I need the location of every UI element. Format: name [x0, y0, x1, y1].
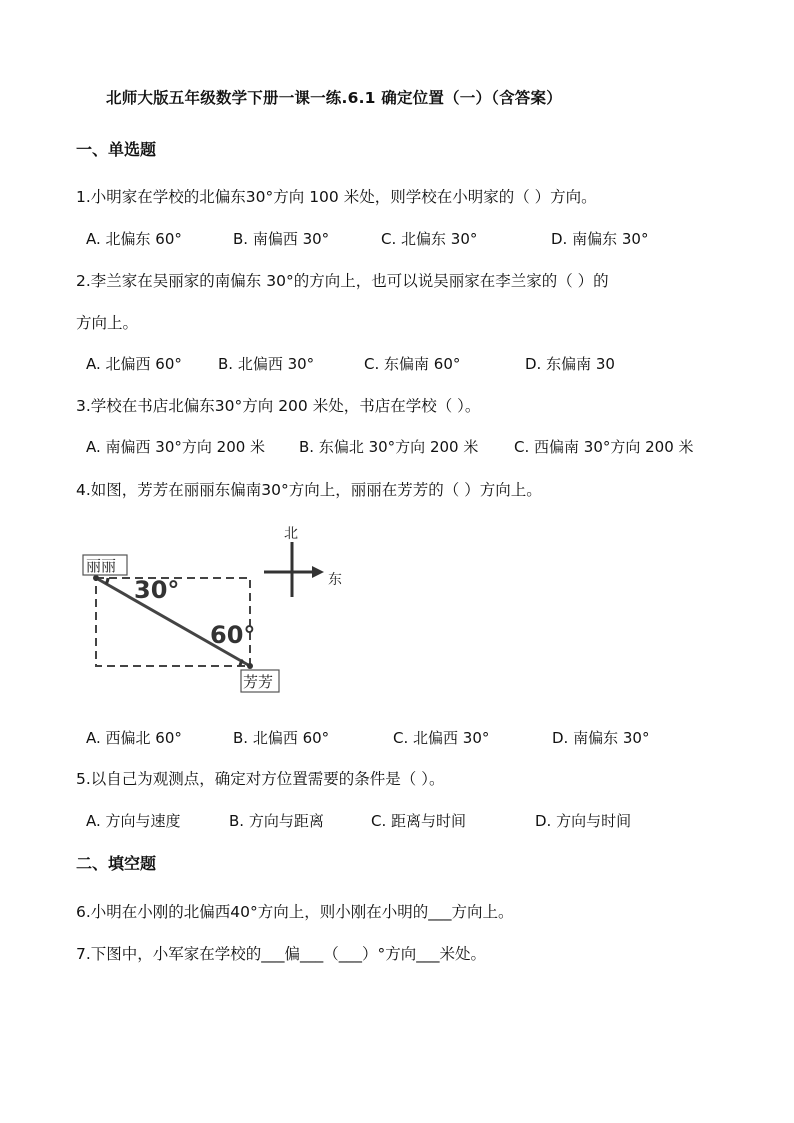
question-6-stem: 6.小明在小刚的北偏西40°方向上，则小刚在小明的___方向上。: [76, 903, 514, 921]
question-1-option-b: B. 南偏西 30°: [233, 230, 330, 248]
question-5-stem: 5.以自己为观测点，确定对方位置需要的条件是（ ）。: [76, 770, 445, 788]
question-2-stem-line-1: 2.李兰家在吴丽家的南偏东 30°的方向上，也可以说吴丽家在李兰家的（ ）的: [76, 272, 609, 290]
question-5-option-a: A. 方向与速度: [86, 812, 181, 830]
question-3-option-b: B. 东偏北 30°方向 200 米: [299, 438, 479, 456]
question-2-option-c: C. 东偏南 60°: [364, 355, 461, 373]
angle-arc-a: [106, 578, 108, 584]
compass-east-label: 东: [328, 572, 342, 588]
question-1-stem: 1.小明家在学校的北偏东30°方向 100 米处，则学校在小明家的（ ）方向。: [76, 188, 597, 206]
section-heading-fill-in: 二、填空题: [76, 854, 157, 873]
question-1-option-c: C. 北偏东 30°: [381, 230, 478, 248]
document-title: 北师大版五年级数学下册一课一练.6.1 确定位置（一）（含答案）: [106, 89, 562, 107]
question-5-option-b: B. 方向与距离: [229, 812, 324, 830]
question-5-option-d: D. 方向与时间: [535, 812, 632, 830]
question-1-option-a: A. 北偏东 60°: [86, 230, 182, 248]
label-fangfang: 芳芳: [243, 673, 274, 691]
east-arrow-icon: [312, 566, 324, 578]
question-1-option-d: D. 南偏东 30°: [551, 230, 649, 248]
question-7-stem: 7.下图中，小军家在学校的___偏___（___）°方向___米处。: [76, 945, 487, 963]
label-lili: 丽丽: [86, 557, 117, 575]
question-4-option-b: B. 北偏西 60°: [233, 729, 330, 747]
angle-label-a: 30°: [134, 576, 180, 604]
question-4-option-d: D. 南偏东 30°: [552, 729, 650, 747]
question-3-stem: 3.学校在书店北偏东30°方向 200 米处，书店在学校（ ）。: [76, 397, 481, 415]
question-4-option-a: A. 西偏北 60°: [86, 729, 182, 747]
question-2-option-a: A. 北偏西 60°: [86, 355, 182, 373]
point-lili: [93, 575, 99, 581]
question-2-stem-line-2: 方向上。: [76, 314, 139, 332]
question-5-option-c: C. 距离与时间: [371, 812, 467, 830]
question-3-option-a: A. 南偏西 30°方向 200 米: [86, 438, 266, 456]
question-4-option-c: C. 北偏西 30°: [393, 729, 490, 747]
question-3-option-c: C. 西偏南 30°方向 200 米: [514, 438, 694, 456]
direction-diagram: [78, 520, 368, 705]
question-2-option-b: B. 北偏西 30°: [218, 355, 315, 373]
angle-label-b: 60°: [210, 621, 256, 649]
section-heading-single-choice: 一、单选题: [76, 140, 157, 159]
question-2-option-d: D. 东偏南 30: [525, 355, 615, 373]
compass-north-label: 北: [284, 526, 298, 542]
point-fangfang: [247, 663, 253, 669]
question-4-stem: 4.如图，芳芳在丽丽东偏南30°方向上，丽丽在芳芳的（ ）方向上。: [76, 481, 542, 499]
